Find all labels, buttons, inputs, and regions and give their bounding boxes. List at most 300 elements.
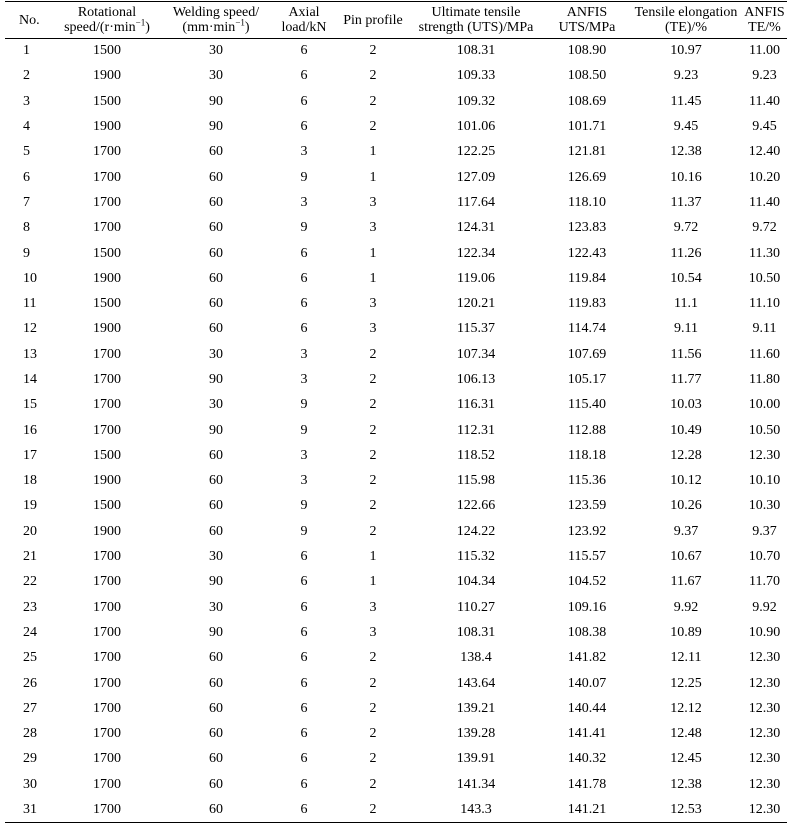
cell-uts: 122.66 <box>456 498 496 514</box>
cell-uts: 143.3 <box>408 797 544 822</box>
cell-anfis-te: 12.30 <box>748 675 781 691</box>
cell-te: 10.03 <box>670 397 702 413</box>
cell-welding-speed: 60 <box>209 498 223 514</box>
cell-te: 11.26 <box>670 245 702 261</box>
cell-axial-load: 3 <box>300 144 308 160</box>
cell-axial-load: 6 <box>300 321 308 337</box>
cell-pin-profile: 2 <box>369 119 377 135</box>
cell-no: 14 <box>23 372 37 387</box>
header-te: Tensile elongation (TE)/% <box>630 2 742 39</box>
cell-no: 25 <box>23 650 37 666</box>
cell-rotational-speed: 1700 <box>52 797 162 822</box>
cell-no: 22 <box>23 574 37 590</box>
cell-welding-speed: 60 <box>209 675 223 691</box>
cell-te: 12.11 <box>670 650 702 666</box>
cell-pin-profile: 2 <box>338 797 408 822</box>
cell-uts: 124.31 <box>456 220 496 236</box>
cell-pin-profile: 2 <box>369 700 377 716</box>
cell-no: 4 <box>23 119 30 135</box>
cell-anfis-te: 10.50 <box>748 270 781 286</box>
cell-rotational-speed: 1500 <box>93 43 121 59</box>
cell-rotational-speed: 1900 <box>93 473 121 489</box>
cell-axial-load: 3 <box>300 447 308 463</box>
cell-te: 10.12 <box>670 473 702 489</box>
cell-welding-speed: 60 <box>209 220 223 236</box>
cell-te: 12.38 <box>670 776 702 792</box>
cell-pin-profile: 3 <box>369 599 377 615</box>
cell-te: 9.45 <box>673 119 699 135</box>
cell-anfis-te: 9.37 <box>752 523 777 539</box>
cell-axial-load: 3 <box>300 473 308 489</box>
cell-pin-profile: 2 <box>369 372 377 387</box>
cell-rotational-speed: 1700 <box>93 650 121 666</box>
cell-anfis-te: 9.92 <box>752 599 777 615</box>
cell-welding-speed: 60 <box>209 245 223 261</box>
cell-axial-load: 6 <box>300 700 308 716</box>
cell-axial-load: 6 <box>300 270 308 286</box>
table-row <box>5 722 787 747</box>
cell-te: 11.45 <box>670 93 702 109</box>
cell-welding-speed: 30 <box>209 43 223 59</box>
cell-uts: 112.31 <box>457 422 495 438</box>
cell-te: 10.89 <box>670 624 702 640</box>
cell-axial-load: 6 <box>300 549 308 565</box>
cell-welding-speed: 60 <box>209 144 223 160</box>
cell-te: 9.92 <box>673 599 699 615</box>
cell-anfis-uts: 108.50 <box>567 68 607 84</box>
cell-anfis-te: 10.30 <box>748 498 781 514</box>
results-table-container <box>5 1 787 823</box>
cell-uts: 110.27 <box>457 599 495 615</box>
cell-uts: 117.64 <box>457 194 495 210</box>
cell-anfis-uts: 121.81 <box>567 144 607 160</box>
cell-anfis-uts: 108.90 <box>567 43 607 59</box>
cell-rotational-speed: 1900 <box>93 68 121 84</box>
table-row <box>5 393 787 418</box>
cell-te: 11.37 <box>670 194 702 210</box>
cell-pin-profile: 2 <box>369 675 377 691</box>
cell-rotational-speed: 1700 <box>93 675 121 691</box>
cell-te: 12.12 <box>670 700 702 716</box>
table-row <box>5 772 787 797</box>
cell-pin-profile: 2 <box>369 650 377 666</box>
cell-uts: 138.4 <box>460 650 492 666</box>
cell-rotational-speed: 1700 <box>93 372 121 387</box>
cell-axial-load: 3 <box>300 194 308 210</box>
header-uts: Ultimate tensile strength (UTS)/MPa <box>408 2 544 39</box>
table-row <box>5 797 787 822</box>
cell-te: 11.1 <box>674 296 698 312</box>
cell-pin-profile: 2 <box>369 726 377 742</box>
cell-pin-profile: 1 <box>369 574 377 590</box>
table-row <box>5 342 787 367</box>
cell-uts: 116.31 <box>457 397 495 413</box>
header-anfis-uts: ANFIS UTS/MPa <box>544 2 630 39</box>
cell-anfis-te: 10.90 <box>748 624 781 640</box>
cell-anfis-uts: 140.32 <box>567 751 607 767</box>
cell-anfis-te: 12.30 <box>748 650 781 666</box>
cell-axial-load: 6 <box>300 68 308 84</box>
cell-uts: 139.21 <box>456 700 496 716</box>
cell-anfis-te: 10.50 <box>748 422 781 438</box>
cell-axial-load: 6 <box>300 296 308 312</box>
cell-axial-load: 9 <box>300 498 308 514</box>
cell-te: 12.45 <box>670 751 702 767</box>
table-row <box>5 39 787 64</box>
cell-welding-speed: 60 <box>209 296 223 312</box>
cell-welding-speed: 90 <box>209 624 223 640</box>
cell-no: 31 <box>5 797 52 822</box>
cell-welding-speed: 90 <box>209 372 223 387</box>
cell-welding-speed: 60 <box>162 797 270 822</box>
cell-anfis-te: 12.30 <box>748 700 781 716</box>
table-row <box>5 544 787 569</box>
cell-pin-profile: 3 <box>369 296 377 312</box>
cell-uts: 109.33 <box>456 68 496 84</box>
cell-pin-profile: 3 <box>369 220 377 236</box>
cell-te: 10.16 <box>670 169 702 185</box>
cell-uts: 108.31 <box>456 624 496 640</box>
table-row <box>5 418 787 443</box>
cell-pin-profile: 2 <box>369 93 377 109</box>
cell-anfis-te: 12.30 <box>742 797 787 822</box>
cell-rotational-speed: 1700 <box>93 422 121 438</box>
cell-rotational-speed: 1700 <box>93 144 121 160</box>
cell-welding-speed: 90 <box>209 119 223 135</box>
cell-welding-speed: 30 <box>209 549 223 565</box>
cell-axial-load: 6 <box>300 574 308 590</box>
cell-axial-load: 9 <box>300 523 308 539</box>
cell-anfis-uts: 119.83 <box>568 296 606 312</box>
cell-pin-profile: 1 <box>369 144 377 160</box>
table-row <box>5 140 787 165</box>
header-no: No. <box>5 2 52 39</box>
cell-anfis-te: 11.40 <box>749 93 780 109</box>
cell-rotational-speed: 1700 <box>93 169 121 185</box>
cell-anfis-uts: 118.10 <box>568 194 606 210</box>
cell-anfis-uts: 115.36 <box>568 473 606 489</box>
cell-no: 18 <box>23 473 37 489</box>
cell-anfis-te: 10.20 <box>748 169 781 185</box>
cell-no: 28 <box>23 726 37 742</box>
cell-anfis-te: 12.40 <box>748 144 781 160</box>
cell-rotational-speed: 1900 <box>93 119 121 135</box>
cell-welding-speed: 60 <box>209 194 223 210</box>
cell-te: 9.37 <box>673 523 699 539</box>
cell-anfis-uts: 122.43 <box>567 245 607 261</box>
cell-no: 15 <box>23 397 37 413</box>
header-row <box>5 2 787 39</box>
cell-axial-load: 9 <box>300 169 308 185</box>
cell-welding-speed: 30 <box>209 599 223 615</box>
cell-welding-speed: 60 <box>209 776 223 792</box>
cell-pin-profile: 2 <box>369 68 377 84</box>
cell-welding-speed: 90 <box>209 574 223 590</box>
cell-uts: 115.37 <box>457 321 495 337</box>
cell-uts: 115.32 <box>457 549 495 565</box>
cell-axial-load: 6 <box>300 119 308 135</box>
cell-welding-speed: 60 <box>209 321 223 337</box>
header-rotational-speed: Rotational speed/$(r\cdot\min^{-1})$ <box>52 2 162 39</box>
table-row <box>5 494 787 519</box>
cell-te: 10.54 <box>670 270 702 286</box>
cell-anfis-uts: 123.59 <box>567 498 607 514</box>
cell-welding-speed: 60 <box>209 447 223 463</box>
cell-anfis-uts: 104.52 <box>567 574 607 590</box>
cell-te: 10.97 <box>670 43 702 59</box>
cell-anfis-uts: 141.78 <box>567 776 607 792</box>
table-body <box>5 39 787 823</box>
cell-no: 2 <box>23 68 30 84</box>
cell-rotational-speed: 1700 <box>93 751 121 767</box>
cell-te: 11.56 <box>670 346 702 362</box>
cell-anfis-te: 12.30 <box>748 726 781 742</box>
table-row <box>5 114 787 139</box>
cell-uts: 127.09 <box>456 169 496 185</box>
cell-rotational-speed: 1700 <box>93 624 121 640</box>
cell-anfis-te: 10.70 <box>748 549 781 565</box>
cell-pin-profile: 2 <box>369 346 377 362</box>
cell-anfis-te: 11.70 <box>749 574 780 590</box>
cell-pin-profile: 2 <box>369 776 377 792</box>
cell-rotational-speed: 1900 <box>93 270 121 286</box>
cell-anfis-uts: 114.74 <box>568 321 606 337</box>
cell-anfis-uts: 123.92 <box>567 523 607 539</box>
cell-rotational-speed: 1700 <box>93 397 121 413</box>
cell-axial-load: 3 <box>300 372 308 387</box>
cell-anfis-te: 9.72 <box>752 220 777 236</box>
cell-pin-profile: 3 <box>369 321 377 337</box>
table-row <box>5 696 787 721</box>
cell-pin-profile: 2 <box>369 473 377 489</box>
cell-welding-speed: 30 <box>209 68 223 84</box>
cell-pin-profile: 1 <box>369 169 377 185</box>
cell-no: 1 <box>23 43 30 59</box>
cell-anfis-te: 10.10 <box>748 473 781 489</box>
cell-uts: 106.13 <box>456 372 496 387</box>
cell-anfis-te: 11.60 <box>749 346 780 362</box>
cell-no: 9 <box>23 245 30 261</box>
cell-anfis-te: 9.23 <box>752 68 777 84</box>
header-anfis-te: ANFIS TE/% <box>742 2 787 39</box>
cell-no: 29 <box>23 751 37 767</box>
table-row <box>5 64 787 89</box>
table-row <box>5 89 787 114</box>
cell-anfis-uts: 140.44 <box>567 700 607 716</box>
cell-uts: 119.06 <box>457 270 495 286</box>
header-axial-load: Axial load/kN <box>270 2 338 39</box>
cell-rotational-speed: 1900 <box>93 321 121 337</box>
cell-no: 12 <box>23 321 37 337</box>
cell-pin-profile: 1 <box>369 270 377 286</box>
cell-rotational-speed: 1700 <box>93 346 121 362</box>
cell-anfis-uts: 141.41 <box>567 726 607 742</box>
cell-te: 10.67 <box>670 549 702 565</box>
cell-welding-speed: 90 <box>209 93 223 109</box>
cell-rotational-speed: 1700 <box>93 220 121 236</box>
cell-rotational-speed: 1500 <box>93 498 121 514</box>
cell-pin-profile: 2 <box>369 498 377 514</box>
cell-no: 27 <box>23 700 37 716</box>
cell-no: 17 <box>23 447 37 463</box>
cell-te: 11.77 <box>670 372 702 387</box>
cell-anfis-te: 11.10 <box>749 296 780 312</box>
results-table <box>5 1 787 823</box>
cell-pin-profile: 3 <box>369 624 377 640</box>
cell-anfis-uts: 126.69 <box>567 169 607 185</box>
table-row <box>5 291 787 316</box>
cell-anfis-te: 9.11 <box>752 321 777 337</box>
table-row <box>5 595 787 620</box>
cell-welding-speed: 30 <box>209 397 223 413</box>
cell-uts: 101.06 <box>456 119 496 135</box>
table-row <box>5 216 787 241</box>
header-welding-speed: Welding speed/ $(mm\cdot\min^{-1})$ <box>162 2 270 39</box>
cell-uts: 122.34 <box>456 245 496 261</box>
cell-te: 9.23 <box>673 68 699 84</box>
cell-te: 11.67 <box>670 574 702 590</box>
cell-anfis-uts: 101.71 <box>567 119 607 135</box>
cell-anfis-uts: 123.83 <box>567 220 607 236</box>
cell-anfis-te: 12.30 <box>748 776 781 792</box>
cell-pin-profile: 1 <box>369 549 377 565</box>
cell-rotational-speed: 1700 <box>93 726 121 742</box>
cell-uts: 122.25 <box>456 144 496 160</box>
cell-uts: 139.28 <box>456 726 496 742</box>
cell-anfis-te: 10.00 <box>748 397 781 413</box>
cell-anfis-uts: 108.38 <box>567 624 607 640</box>
cell-axial-load: 6 <box>300 726 308 742</box>
cell-no: 24 <box>23 624 37 640</box>
cell-axial-load: 3 <box>300 346 308 362</box>
cell-anfis-uts: 115.57 <box>568 549 606 565</box>
cell-no: 30 <box>23 776 37 792</box>
cell-axial-load: 6 <box>300 751 308 767</box>
cell-no: 23 <box>23 599 37 615</box>
cell-pin-profile: 2 <box>369 422 377 438</box>
cell-axial-load: 9 <box>300 220 308 236</box>
cell-anfis-uts: 107.69 <box>567 346 607 362</box>
cell-welding-speed: 90 <box>209 422 223 438</box>
table-row <box>5 190 787 215</box>
cell-welding-speed: 30 <box>209 346 223 362</box>
cell-uts: 107.34 <box>456 346 496 362</box>
cell-axial-load: 9 <box>300 397 308 413</box>
cell-anfis-uts: 108.69 <box>567 93 607 109</box>
cell-anfis-uts: 112.88 <box>568 422 606 438</box>
cell-rotational-speed: 1700 <box>93 700 121 716</box>
cell-anfis-te: 9.45 <box>752 119 777 135</box>
cell-no: 26 <box>23 675 37 691</box>
cell-rotational-speed: 1700 <box>93 549 121 565</box>
cell-uts: 139.91 <box>456 751 496 767</box>
cell-no: 19 <box>23 498 37 514</box>
cell-uts: 108.31 <box>456 43 496 59</box>
cell-pin-profile: 2 <box>369 751 377 767</box>
cell-uts: 141.34 <box>456 776 496 792</box>
cell-axial-load: 6 <box>300 245 308 261</box>
cell-anfis-te: 11.30 <box>749 245 780 261</box>
cell-uts: 143.64 <box>456 675 496 691</box>
cell-anfis-uts: 119.84 <box>568 270 606 286</box>
cell-no: 13 <box>23 346 37 362</box>
cell-anfis-te: 11.00 <box>749 43 780 59</box>
table-row <box>5 266 787 291</box>
cell-welding-speed: 60 <box>209 726 223 742</box>
cell-no: 21 <box>23 549 37 565</box>
cell-rotational-speed: 1500 <box>93 93 121 109</box>
cell-te: 10.26 <box>670 498 702 514</box>
cell-rotational-speed: 1500 <box>93 447 121 463</box>
cell-axial-load: 9 <box>300 422 308 438</box>
cell-te: 12.48 <box>670 726 702 742</box>
cell-welding-speed: 60 <box>209 650 223 666</box>
table-row <box>5 519 787 544</box>
table-row <box>5 620 787 645</box>
table-row <box>5 317 787 342</box>
cell-no: 8 <box>23 220 30 236</box>
cell-no: 6 <box>23 169 30 185</box>
table-row <box>5 367 787 392</box>
cell-anfis-uts: 105.17 <box>567 372 607 387</box>
cell-pin-profile: 2 <box>369 447 377 463</box>
cell-uts: 118.52 <box>457 447 495 463</box>
cell-te: 12.38 <box>670 144 702 160</box>
table-row <box>5 165 787 190</box>
cell-no: 5 <box>23 144 30 160</box>
cell-uts: 115.98 <box>457 473 495 489</box>
cell-axial-load: 6 <box>300 624 308 640</box>
cell-anfis-uts: 109.16 <box>567 599 607 615</box>
cell-welding-speed: 60 <box>209 473 223 489</box>
cell-rotational-speed: 1900 <box>93 523 121 539</box>
cell-no: 16 <box>23 422 37 438</box>
cell-anfis-uts: 118.18 <box>568 447 606 463</box>
cell-axial-load: 6 <box>300 675 308 691</box>
cell-rotational-speed: 1700 <box>93 599 121 615</box>
cell-te: 12.25 <box>670 675 702 691</box>
cell-axial-load: 6 <box>300 93 308 109</box>
cell-anfis-uts: 140.07 <box>567 675 607 691</box>
cell-axial-load: 6 <box>300 650 308 666</box>
cell-anfis-te: 11.80 <box>749 372 780 387</box>
cell-no: 10 <box>23 270 37 286</box>
cell-axial-load: 6 <box>300 43 308 59</box>
cell-rotational-speed: 1700 <box>93 776 121 792</box>
cell-te: 12.53 <box>630 797 742 822</box>
cell-uts: 104.34 <box>456 574 496 590</box>
cell-no: 7 <box>23 194 30 210</box>
cell-anfis-te: 12.30 <box>748 447 781 463</box>
table-row <box>5 469 787 494</box>
cell-welding-speed: 60 <box>209 700 223 716</box>
cell-te: 9.11 <box>674 321 698 337</box>
cell-axial-load: 6 <box>300 599 308 615</box>
cell-axial-load: 6 <box>300 776 308 792</box>
cell-anfis-te: 12.30 <box>748 751 781 767</box>
cell-no: 11 <box>23 296 37 312</box>
cell-rotational-speed: 1700 <box>93 194 121 210</box>
cell-axial-load: 6 <box>270 797 338 822</box>
cell-rotational-speed: 1500 <box>93 245 121 261</box>
table-row <box>5 747 787 772</box>
cell-no: 20 <box>23 523 37 539</box>
cell-pin-profile: 2 <box>369 523 377 539</box>
cell-pin-profile: 1 <box>369 245 377 261</box>
cell-no: 3 <box>23 93 30 109</box>
cell-welding-speed: 60 <box>209 270 223 286</box>
header-pin-profile: Pin profile <box>338 2 408 39</box>
